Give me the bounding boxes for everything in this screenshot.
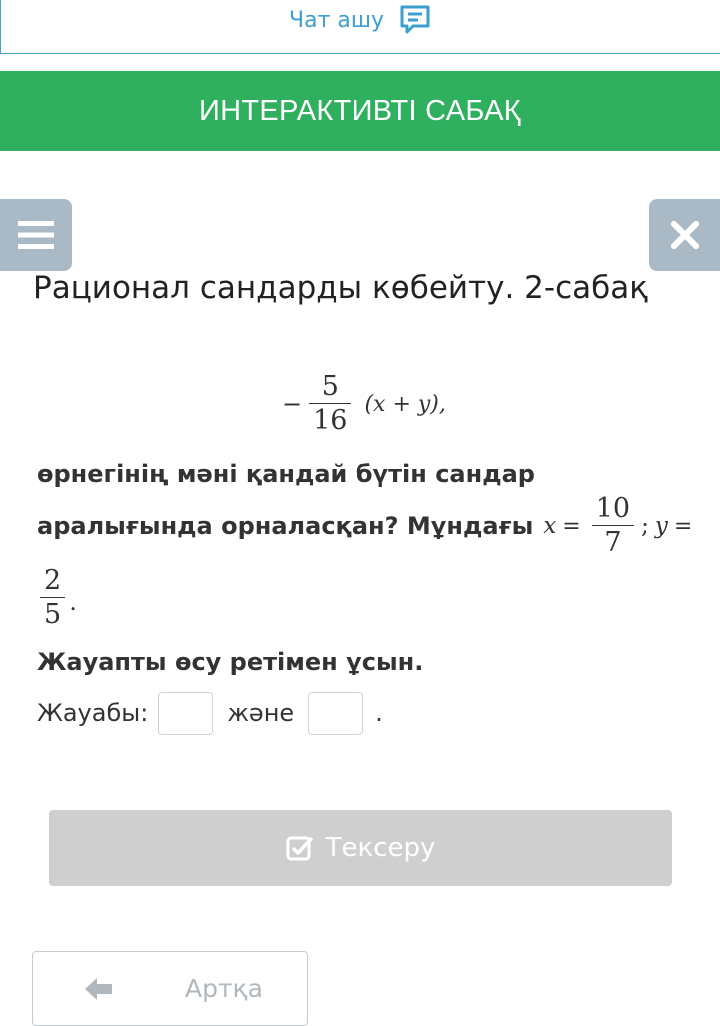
expression-sign: − xyxy=(282,390,303,418)
y-variable: y xyxy=(654,513,668,539)
question-line-3 xyxy=(40,562,77,634)
answer-connector: және xyxy=(227,699,295,727)
x-numerator: 10 xyxy=(595,492,631,524)
open-chat-label: Чат ашу xyxy=(289,7,385,33)
menu-button[interactable] xyxy=(0,199,72,271)
checkbox-check-icon xyxy=(286,834,314,862)
fraction-denominator: 16 xyxy=(313,404,348,436)
x-denominator: 7 xyxy=(604,526,622,558)
fraction-numerator: 5 xyxy=(321,370,339,402)
close-icon xyxy=(671,221,699,249)
close-button[interactable] xyxy=(649,199,720,271)
answer-end-dot: . xyxy=(375,699,383,727)
lesson-title: Рационал сандарды көбейту. 2-сабақ xyxy=(33,270,648,306)
answer-input-upper[interactable] xyxy=(308,692,363,735)
question-line-1: өрнегінің мәні қандай бүтін сандар xyxy=(37,460,535,488)
x-variable: x xyxy=(543,513,557,539)
banner-title: ИНТЕРАКТИВТІ САБАҚ xyxy=(199,94,521,127)
answer-instruction: Жауапты өсу ретімен ұсын. xyxy=(37,648,424,676)
back-button-label: Артқа xyxy=(185,974,263,1003)
x-fraction xyxy=(592,493,634,560)
y-numerator: 2 xyxy=(44,564,62,596)
open-chat-button[interactable] xyxy=(289,2,432,38)
answer-label: Жауабы: xyxy=(37,699,149,727)
lesson-banner xyxy=(0,71,720,151)
y-equals: = xyxy=(673,513,693,539)
check-button[interactable] xyxy=(49,810,672,886)
x-equals: = xyxy=(562,513,581,539)
hamburger-menu-icon xyxy=(18,220,54,250)
question-end-dot: . xyxy=(69,588,77,616)
math-expression xyxy=(282,366,446,442)
y-fraction xyxy=(40,565,65,632)
separator: ; xyxy=(641,513,649,539)
chat-icon xyxy=(398,3,432,37)
y-denominator: 5 xyxy=(44,598,62,630)
question-line-2 xyxy=(37,486,698,566)
arrow-left-icon xyxy=(85,977,113,1001)
check-button-label: Тексеру xyxy=(325,833,436,863)
question-line-2-text: аралығында орналасқан? Мұндағы xyxy=(37,512,534,540)
answer-row xyxy=(37,692,383,734)
expression-fraction xyxy=(309,371,351,438)
expression-rest: (x + y), xyxy=(364,391,446,417)
chat-bar xyxy=(0,0,720,54)
answer-input-lower[interactable] xyxy=(158,692,213,735)
back-button[interactable] xyxy=(32,951,308,1026)
